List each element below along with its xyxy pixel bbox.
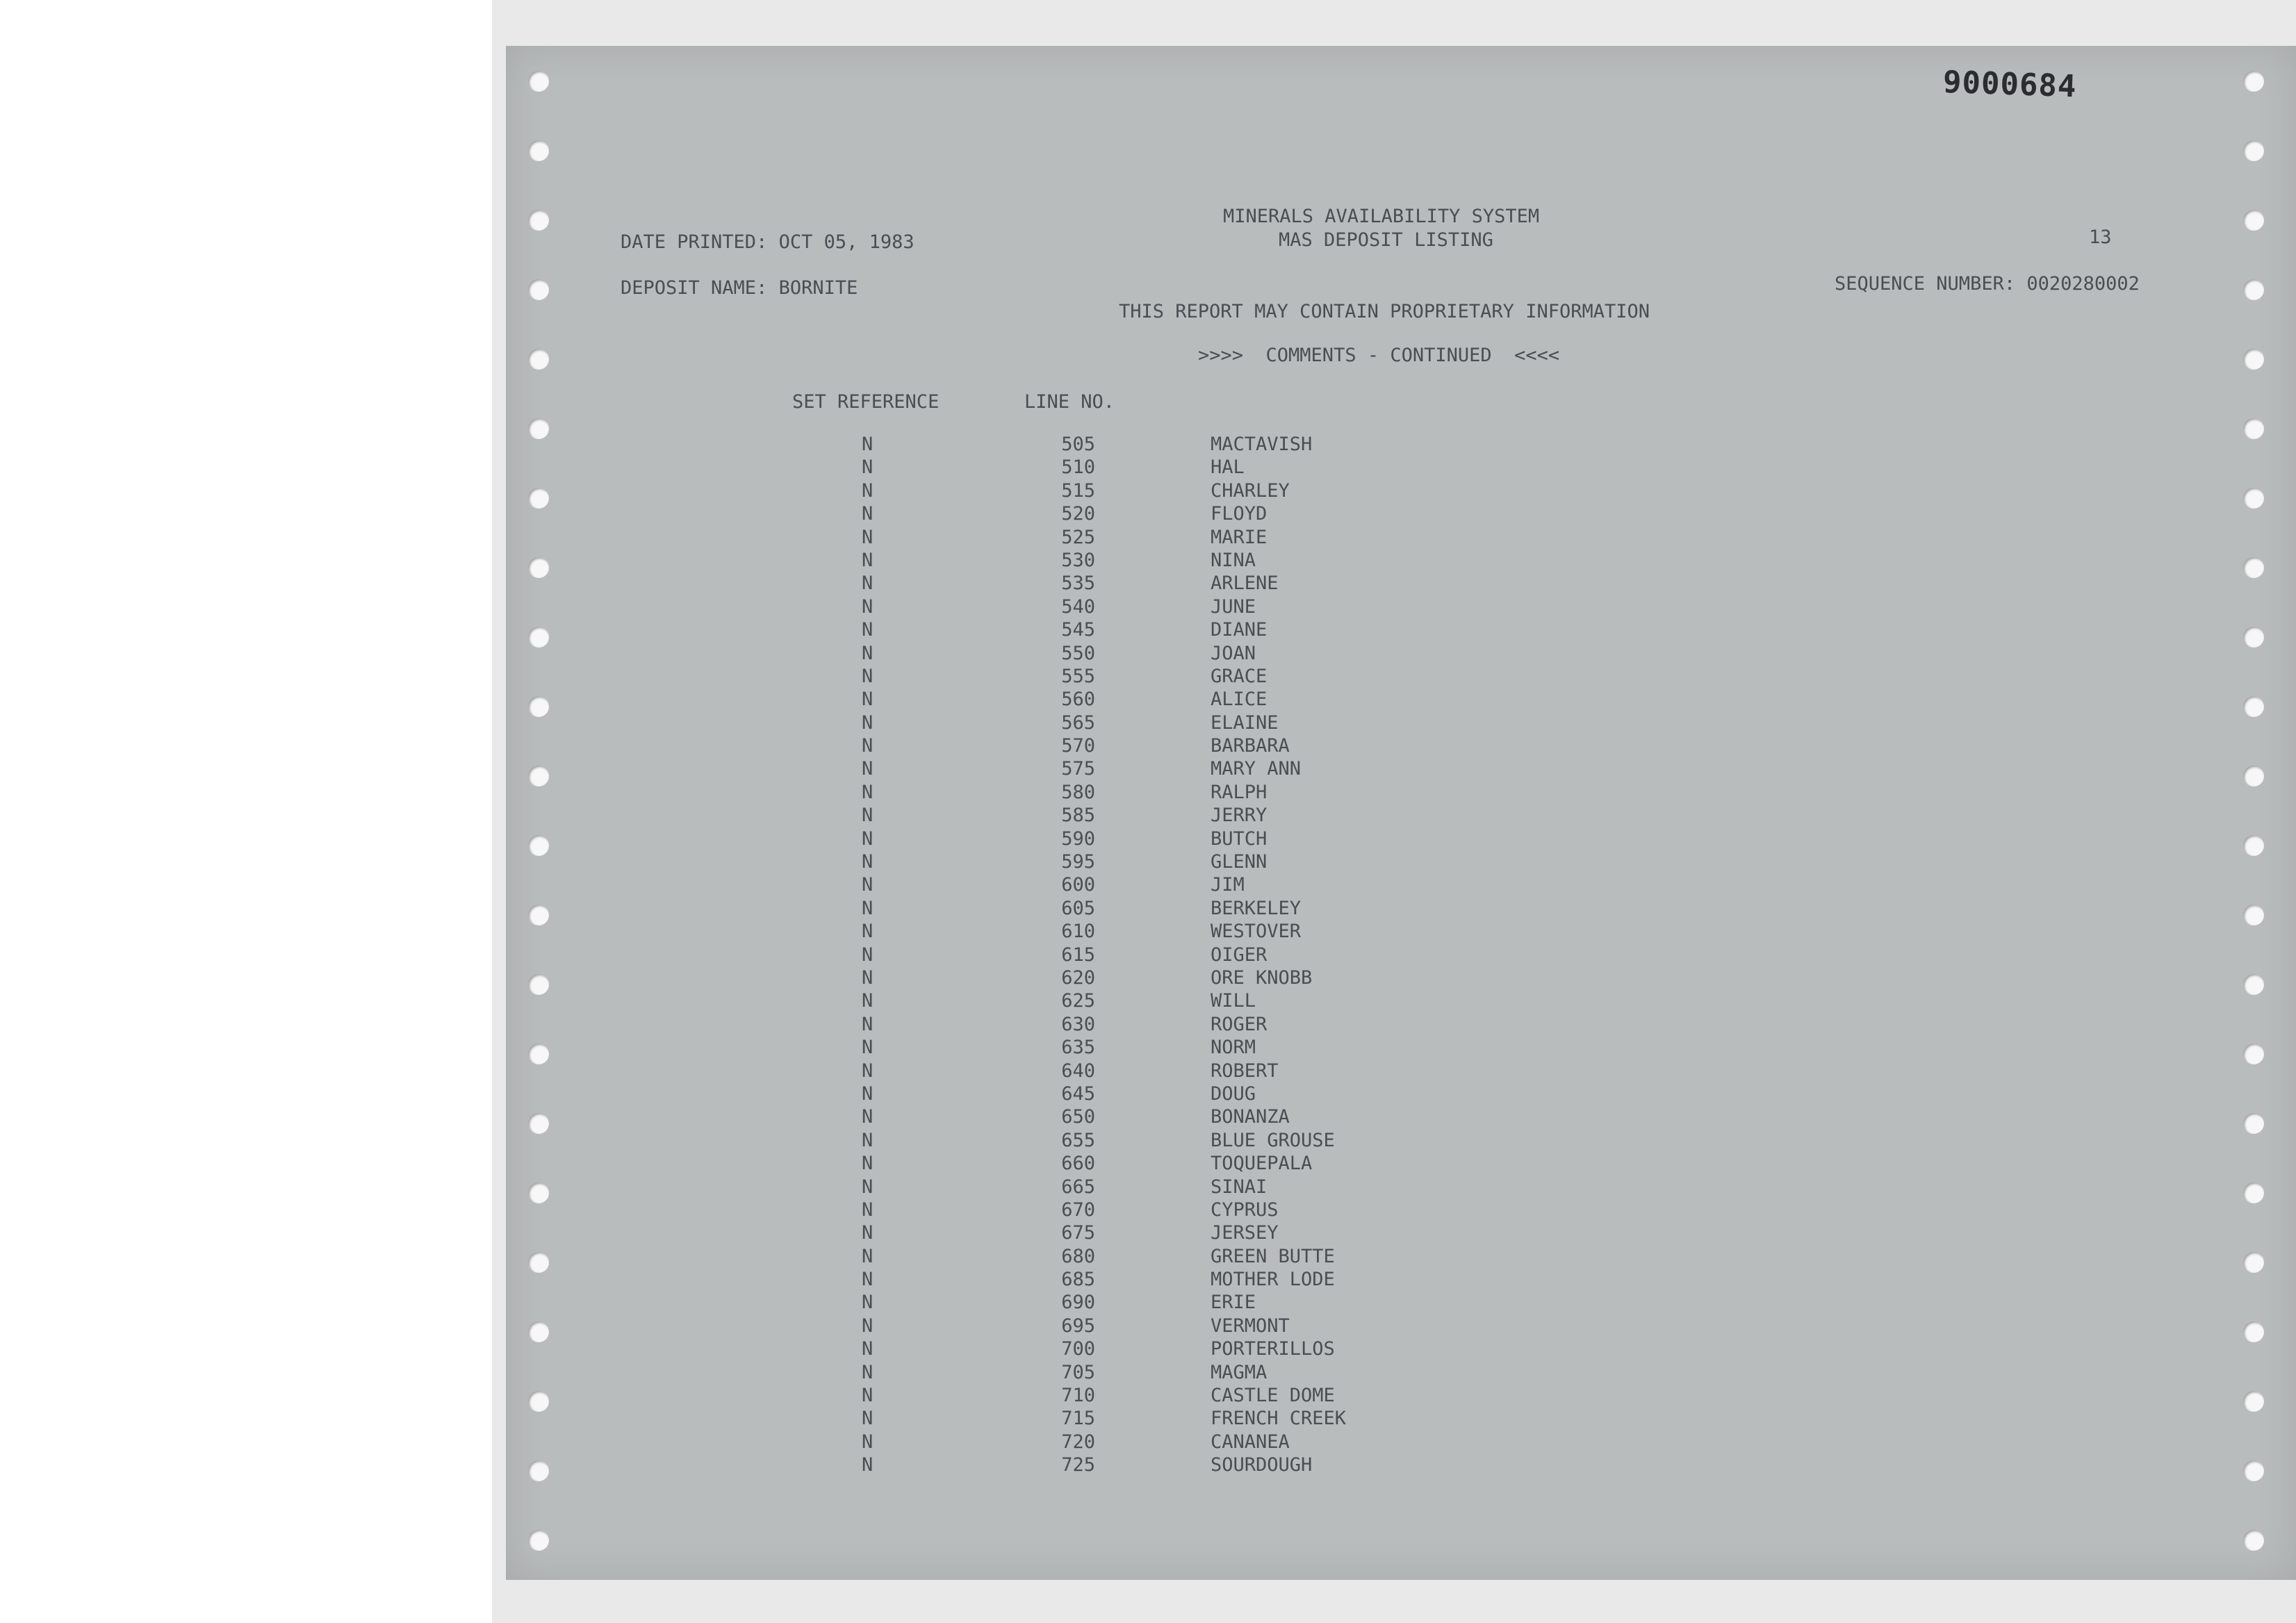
- tractor-hole: [2243, 210, 2264, 231]
- set-reference-cell: N: [862, 572, 874, 595]
- line-number-cell: 685: [1061, 1269, 1095, 1291]
- comment-text-cell: GRACE: [1211, 665, 1268, 687]
- line-number-cell: 570: [1061, 735, 1095, 757]
- table-row: [0, 1177, 2296, 1200]
- comment-text-cell: ORE KNOBB: [1211, 966, 1313, 989]
- set-reference-cell: N: [862, 1361, 874, 1383]
- comment-text-cell: HAL: [1211, 456, 1245, 479]
- deposit-name: DEPOSIT NAME: BORNITE: [621, 277, 858, 299]
- line-number-cell: 545: [1061, 619, 1095, 641]
- table-row: [0, 1037, 2296, 1060]
- table-row: [0, 689, 2296, 712]
- set-reference-cell: N: [862, 897, 874, 919]
- comments-table: [0, 434, 2296, 1478]
- line-number-cell: 635: [1061, 1037, 1095, 1059]
- line-number-cell: 555: [1061, 665, 1095, 687]
- set-reference-cell: N: [862, 526, 874, 548]
- document-stamp-number: 9000684: [1942, 64, 2078, 105]
- line-number-cell: 690: [1061, 1292, 1095, 1314]
- comment-text-cell: MARIE: [1211, 526, 1268, 548]
- table-row: [0, 921, 2296, 944]
- set-reference-cell: N: [862, 1222, 874, 1244]
- set-reference-cell: N: [862, 1385, 874, 1407]
- comment-text-cell: NINA: [1211, 549, 1256, 571]
- line-number-cell: 515: [1061, 479, 1095, 502]
- set-reference-cell: N: [862, 711, 874, 734]
- comment-text-cell: SOURDOUGH: [1211, 1454, 1313, 1476]
- line-number-cell: 670: [1061, 1198, 1095, 1221]
- set-reference-cell: N: [862, 1082, 874, 1105]
- comment-text-cell: BONANZA: [1211, 1106, 1290, 1128]
- table-row: [0, 875, 2296, 898]
- table-row: [0, 527, 2296, 550]
- set-reference-cell: N: [862, 1013, 874, 1035]
- line-number-cell: 640: [1061, 1060, 1095, 1082]
- table-row: [0, 945, 2296, 968]
- comment-text-cell: MOTHER LODE: [1211, 1269, 1335, 1291]
- line-number-cell: 660: [1061, 1153, 1095, 1175]
- line-number-cell: 580: [1061, 781, 1095, 803]
- listing-title: MAS DEPOSIT LISTING: [1279, 229, 1493, 251]
- line-number-cell: 560: [1061, 689, 1095, 711]
- comment-text-cell: VERMONT: [1211, 1315, 1290, 1337]
- table-row: [0, 991, 2296, 1014]
- table-row: [0, 713, 2296, 736]
- tractor-hole: [2243, 279, 2264, 300]
- comment-text-cell: TOQUEPALA: [1211, 1153, 1313, 1175]
- line-number-cell: 505: [1061, 434, 1095, 455]
- comment-text-cell: ALICE: [1211, 689, 1268, 711]
- comment-text-cell: JERRY: [1211, 805, 1268, 827]
- line-number-cell: 655: [1061, 1129, 1095, 1151]
- comment-text-cell: ROBERT: [1211, 1060, 1279, 1082]
- line-number-cell: 575: [1061, 758, 1095, 780]
- comment-text-cell: GLENN: [1211, 851, 1268, 873]
- line-number-cell: 585: [1061, 805, 1095, 827]
- comment-text-cell: PORTERILLOS: [1211, 1338, 1335, 1360]
- comment-text-cell: BUTCH: [1211, 827, 1268, 850]
- set-reference-cell: N: [862, 990, 874, 1012]
- comment-text-cell: JIM: [1211, 874, 1245, 896]
- line-number-cell: 675: [1061, 1222, 1095, 1244]
- tractor-hole: [528, 279, 549, 300]
- comment-text-cell: CHARLEY: [1211, 479, 1290, 502]
- set-reference-cell: N: [862, 642, 874, 664]
- tractor-hole: [2243, 140, 2264, 161]
- table-row: [0, 1014, 2296, 1037]
- table-row: [0, 1362, 2296, 1385]
- table-row: [0, 759, 2296, 782]
- set-reference-cell: N: [862, 1454, 874, 1476]
- table-row: [0, 1316, 2296, 1339]
- comment-text-cell: OIGER: [1211, 944, 1268, 966]
- set-reference-cell: N: [862, 805, 874, 827]
- comment-text-cell: MARY ANN: [1211, 758, 1302, 780]
- table-row: [0, 550, 2296, 573]
- table-row: [0, 620, 2296, 643]
- table-row: [0, 1200, 2296, 1223]
- comment-text-cell: DOUG: [1211, 1082, 1256, 1105]
- tractor-hole: [528, 71, 549, 92]
- table-row: [0, 1084, 2296, 1107]
- set-reference-cell: N: [862, 944, 874, 966]
- table-row: [0, 666, 2296, 689]
- comment-text-cell: ARLENE: [1211, 572, 1279, 595]
- set-reference-cell: N: [862, 966, 874, 989]
- table-row: [0, 968, 2296, 991]
- set-reference-cell: N: [862, 1431, 874, 1453]
- line-number-cell: 665: [1061, 1176, 1095, 1198]
- comment-text-cell: WESTOVER: [1211, 921, 1302, 943]
- table-row: [0, 1385, 2296, 1408]
- table-row: [0, 1107, 2296, 1130]
- comment-text-cell: BARBARA: [1211, 735, 1290, 757]
- line-number-cell: 710: [1061, 1385, 1095, 1407]
- table-row: [0, 1153, 2296, 1176]
- set-reference-cell: N: [862, 619, 874, 641]
- set-reference-cell: N: [862, 827, 874, 850]
- table-row: [0, 1269, 2296, 1292]
- comment-text-cell: JUNE: [1211, 595, 1256, 618]
- comment-text-cell: JERSEY: [1211, 1222, 1279, 1244]
- set-reference-cell: N: [862, 595, 874, 618]
- table-row: [0, 852, 2296, 875]
- line-number-cell: 625: [1061, 990, 1095, 1012]
- set-reference-cell: N: [862, 851, 874, 873]
- section-heading: >>>> COMMENTS - CONTINUED <<<<: [1198, 345, 1560, 366]
- line-number-cell: 610: [1061, 921, 1095, 943]
- tractor-hole: [528, 210, 549, 231]
- set-reference-cell: N: [862, 1037, 874, 1059]
- comment-text-cell: ELAINE: [1211, 711, 1279, 734]
- table-row: [0, 1130, 2296, 1153]
- line-number-cell: 615: [1061, 944, 1095, 966]
- set-reference-cell: N: [862, 1315, 874, 1337]
- table-row: [0, 1455, 2296, 1478]
- set-reference-cell: N: [862, 1106, 874, 1128]
- set-reference-cell: N: [862, 1338, 874, 1360]
- set-reference-cell: N: [862, 1198, 874, 1221]
- line-number-cell: 565: [1061, 711, 1095, 734]
- sequence-number: SEQUENCE NUMBER: 0020280002: [1835, 273, 2140, 295]
- table-row: [0, 504, 2296, 527]
- line-number-cell: 510: [1061, 456, 1095, 479]
- tractor-hole: [2243, 71, 2264, 92]
- table-row: [0, 1061, 2296, 1084]
- comment-text-cell: CASTLE DOME: [1211, 1385, 1335, 1407]
- line-number-cell: 720: [1061, 1431, 1095, 1453]
- table-row: [0, 736, 2296, 759]
- comment-text-cell: DIANE: [1211, 619, 1268, 641]
- line-number-cell: 600: [1061, 874, 1095, 896]
- line-number-cell: 595: [1061, 851, 1095, 873]
- line-number-cell: 705: [1061, 1361, 1095, 1383]
- line-number-cell: 590: [1061, 827, 1095, 850]
- line-number-cell: 535: [1061, 572, 1095, 595]
- line-number-cell: 620: [1061, 966, 1095, 989]
- comment-text-cell: RALPH: [1211, 781, 1268, 803]
- table-row: [0, 1432, 2296, 1455]
- table-row: [0, 457, 2296, 480]
- table-row: [0, 805, 2296, 828]
- table-row: [0, 782, 2296, 805]
- system-title: MINERALS AVAILABILITY SYSTEM: [1223, 206, 1540, 227]
- set-reference-cell: N: [862, 758, 874, 780]
- comment-text-cell: ROGER: [1211, 1013, 1268, 1035]
- table-row: [0, 1246, 2296, 1269]
- line-number-cell: 645: [1061, 1082, 1095, 1105]
- line-number-cell: 695: [1061, 1315, 1095, 1337]
- comment-text-cell: MAGMA: [1211, 1361, 1268, 1383]
- line-number-cell: 530: [1061, 549, 1095, 571]
- set-reference-cell: N: [862, 434, 874, 455]
- line-number-cell: 700: [1061, 1338, 1095, 1360]
- set-reference-cell: N: [862, 503, 874, 525]
- line-number-cell: 715: [1061, 1408, 1095, 1430]
- set-reference-cell: N: [862, 735, 874, 757]
- comment-text-cell: NORM: [1211, 1037, 1256, 1059]
- comment-text-cell: JOAN: [1211, 642, 1256, 664]
- tractor-hole: [528, 140, 549, 161]
- table-row: [0, 481, 2296, 504]
- line-number-cell: 525: [1061, 526, 1095, 548]
- set-reference-cell: N: [862, 1292, 874, 1314]
- table-row: [0, 597, 2296, 620]
- line-number-cell: 520: [1061, 503, 1095, 525]
- line-number-cell: 605: [1061, 897, 1095, 919]
- set-reference-cell: N: [862, 921, 874, 943]
- set-reference-cell: N: [862, 456, 874, 479]
- comment-text-cell: MACTAVISH: [1211, 434, 1313, 455]
- table-row: [0, 1292, 2296, 1315]
- line-number-cell: 550: [1061, 642, 1095, 664]
- page-number: 13: [2089, 226, 2112, 248]
- table-row: [0, 434, 2296, 457]
- comment-text-cell: BLUE GROUSE: [1211, 1129, 1335, 1151]
- proprietary-notice: THIS REPORT MAY CONTAIN PROPRIETARY INFORMATION: [1119, 301, 1650, 322]
- line-number-cell: 650: [1061, 1106, 1095, 1128]
- date-printed: DATE PRINTED: OCT 05, 1983: [621, 231, 915, 253]
- comment-text-cell: ERIE: [1211, 1292, 1256, 1314]
- line-number-cell: 680: [1061, 1245, 1095, 1267]
- set-reference-cell: N: [862, 781, 874, 803]
- comment-text-cell: CANANEA: [1211, 1431, 1290, 1453]
- tractor-hole: [528, 349, 549, 370]
- comment-text-cell: FLOYD: [1211, 503, 1268, 525]
- tractor-hole: [2243, 1530, 2264, 1551]
- table-row: [0, 829, 2296, 852]
- table-row: [0, 1223, 2296, 1246]
- set-reference-cell: N: [862, 665, 874, 687]
- set-reference-cell: N: [862, 1245, 874, 1267]
- set-reference-cell: N: [862, 1408, 874, 1430]
- table-row: [0, 643, 2296, 666]
- set-reference-cell: N: [862, 1060, 874, 1082]
- comment-text-cell: BERKELEY: [1211, 897, 1302, 919]
- line-number-cell: 540: [1061, 595, 1095, 618]
- line-number-cell: 630: [1061, 1013, 1095, 1035]
- set-reference-cell: N: [862, 1176, 874, 1198]
- comment-text-cell: GREEN BUTTE: [1211, 1245, 1335, 1267]
- column-header-set-reference: SET REFERENCE: [792, 391, 940, 413]
- comment-text-cell: FRENCH CREEK: [1211, 1408, 1347, 1430]
- set-reference-cell: N: [862, 689, 874, 711]
- tractor-hole: [2243, 349, 2264, 370]
- set-reference-cell: N: [862, 1129, 874, 1151]
- set-reference-cell: N: [862, 1153, 874, 1175]
- comment-text-cell: WILL: [1211, 990, 1256, 1012]
- column-header-line-no: LINE NO.: [1024, 391, 1115, 413]
- line-number-cell: 725: [1061, 1454, 1095, 1476]
- comment-text-cell: CYPRUS: [1211, 1198, 1279, 1221]
- comment-text-cell: SINAI: [1211, 1176, 1268, 1198]
- set-reference-cell: N: [862, 874, 874, 896]
- table-row: [0, 1339, 2296, 1362]
- table-row: [0, 1408, 2296, 1431]
- set-reference-cell: N: [862, 479, 874, 502]
- set-reference-cell: N: [862, 1269, 874, 1291]
- table-row: [0, 573, 2296, 596]
- table-row: [0, 898, 2296, 921]
- set-reference-cell: N: [862, 549, 874, 571]
- tractor-hole: [528, 1530, 549, 1551]
